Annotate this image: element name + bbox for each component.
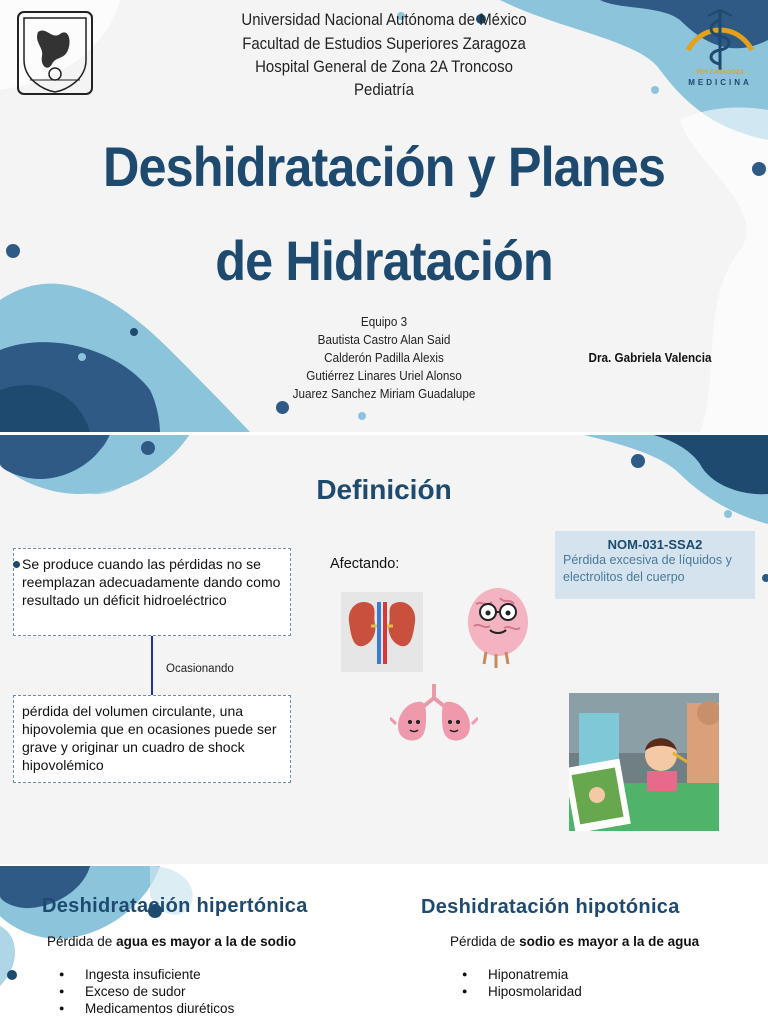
connector-label: Ocasionando: [166, 663, 234, 675]
kidneys-icon: [341, 592, 423, 672]
brain-icon: [460, 582, 536, 672]
types-page: [0, 866, 768, 1024]
doctor-name: Dra. Gabriela Valencia: [588, 350, 712, 365]
decorative-dot: [6, 244, 20, 258]
decorative-dot: [358, 412, 366, 420]
hypotonic-title: Deshidratación hipotónica: [421, 896, 680, 918]
page-title-line2: de Hidratación: [215, 229, 553, 292]
cover-page: [0, 0, 768, 432]
list-item: ● Ingesta insuficiente: [47, 966, 327, 983]
lungs-icon: [390, 682, 478, 748]
team-label: Equipo 3: [360, 314, 408, 329]
decorative-dot: [752, 162, 766, 176]
fes-logo-text: MEDICINA: [688, 78, 752, 87]
nom-title: NOM-031-SSA2: [607, 537, 703, 552]
decorative-dot: [762, 574, 768, 582]
team-member: Calderón Padilla Alexis: [324, 350, 444, 365]
hypertonic-subtitle: [47, 934, 296, 949]
nom-card: [555, 531, 755, 599]
header-department: Pediatría: [354, 80, 414, 99]
header-hospital: Hospital General de Zona 2A Troncoso: [255, 57, 513, 76]
definition-box: Se produce cuando las pérdidas no se reemplazan adecuadamente dando como resultado un déficit hidroeléctrico: [13, 548, 291, 636]
decorative-dot: [631, 454, 645, 468]
team-member: Bautista Castro Alan Said: [317, 332, 451, 347]
nom-text: Pérdida excesiva de líquidos y electrolitos del cuerpo: [563, 553, 732, 584]
definition-title: Definición: [316, 474, 452, 505]
list-item: ● Exceso de sudor: [47, 983, 327, 1000]
list-item: ● Hiponatremia: [450, 966, 730, 983]
consequence-box: pérdida del volumen circulante, una hipovolemia que en ocasiones puede ser grave y originar un cuadro de shock hipovolémico: [13, 695, 291, 783]
hypertonic-subtitle-bold: agua es mayor a la de sodio: [116, 934, 297, 949]
hypertonic-title: Deshidratación hipertónica: [42, 895, 308, 917]
decorative-dot: [13, 561, 20, 568]
hypotonic-subtitle: [450, 934, 699, 949]
affecting-label: Afectando:: [330, 556, 400, 572]
team-member: Gutiérrez Linares Uriel Alonso: [306, 368, 462, 383]
connector-line: [151, 636, 153, 696]
decorative-dot: [724, 510, 732, 518]
decorative-dot: [78, 353, 86, 361]
page-title-line1: Deshidratación y Planes: [103, 135, 665, 198]
decorative-dot: [7, 970, 17, 980]
list-item: ● Hiposmolaridad: [450, 983, 730, 1000]
hypertonic-subtitle-prefix: Pérdida de: [47, 934, 117, 949]
hypotonic-causes-list: [450, 966, 730, 1000]
decorative-dot: [130, 328, 138, 336]
hypotonic-subtitle-prefix: Pérdida de: [450, 934, 520, 949]
definition-page: [0, 434, 768, 864]
hypotonic-subtitle-bold: sodio es mayor a la de agua: [519, 934, 700, 949]
fes-logo-caption: FES ZARAGOZA: [696, 70, 744, 76]
team-member: Juarez Sanchez Miriam Guadalupe: [292, 386, 476, 401]
decorative-dot: [276, 401, 289, 414]
hypertonic-causes-list: [47, 966, 327, 1017]
header-university: Universidad Nacional Autónoma de México: [241, 10, 527, 29]
header-faculty: Facultad de Estudios Superiores Zaragoza: [242, 34, 526, 53]
list-item: ● Medicamentos diuréticos: [47, 1000, 327, 1017]
decorative-dot: [141, 441, 155, 455]
sick-child-illustration: [569, 693, 719, 831]
